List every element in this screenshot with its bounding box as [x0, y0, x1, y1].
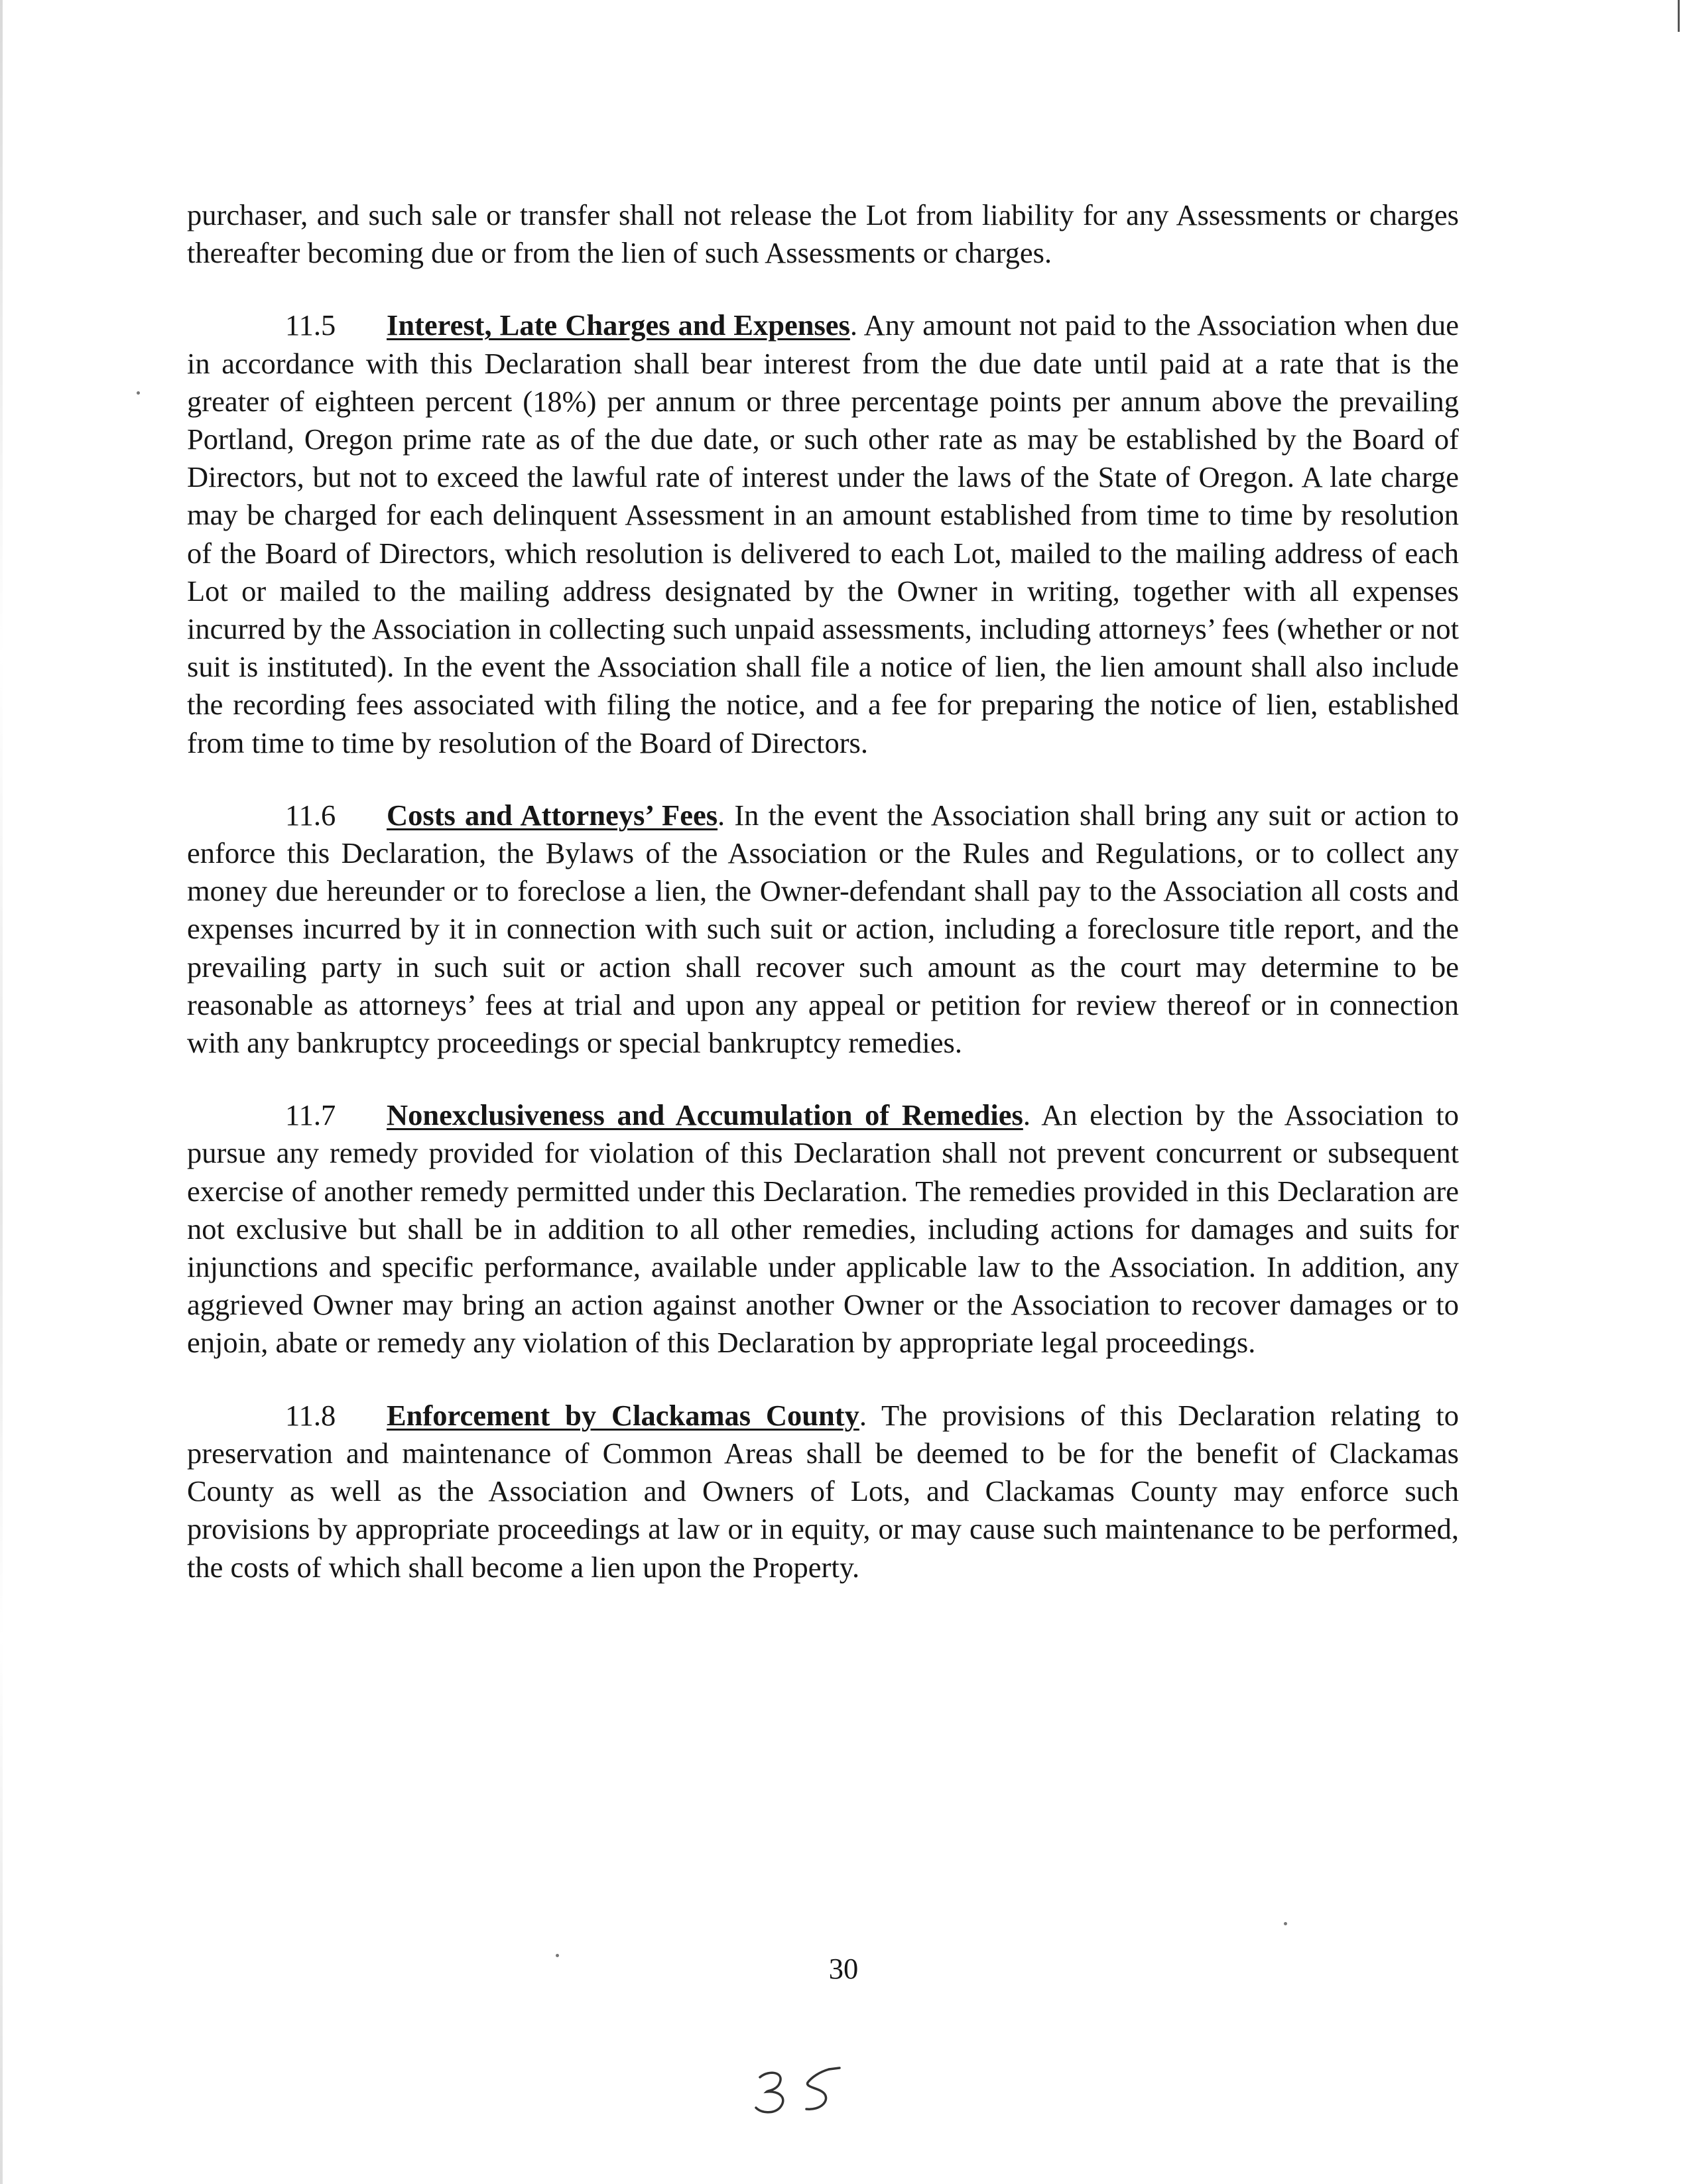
section-11-6: 11.6 Costs and Attorneys’ Fees. In the event the Association shall bring any suit or action to enforce this Declaration, the Bylaws of the Association or the Rules and Regulations, or to collect any money due hereunder or to foreclose a lien, the Owner-defendant shall pay to the Association all costs and expenses incurred by it in connection with such suit or action, including a foreclosure title report, and the prevailing party in such suit or action shall recover such amount as the court may determine to be reasonable as attorneys’ fees at trial and upon any appeal or petition for review thereof or in connection with any bankruptcy proceedings or special bankruptcy remedies. [187, 797, 1459, 1062]
section-11-7: 11.7 Nonexclusiveness and Accumulation of Remedies. An election by the Association to pursue any remedy provided for violation of this Declaration shall not prevent concurrent or subsequent exercise of another remedy permitted under this Declaration. The remedies provided in this Declaration are not exclusive but shall be in addition to all other remedies, including actions for damages and suits for injunctions and specific performance, available under applicable law to the Association. In addition, any aggrieved Owner may bring an action against another Owner or the Association to recover damages or to enjoin, abate or remedy any violation of this Declaration by appropriate legal proceedings. [187, 1096, 1459, 1362]
section-heading: Interest, Late Charges and Expenses [387, 308, 850, 342]
section-number: 11.6 [285, 798, 336, 832]
section-number: 11.5 [285, 308, 336, 342]
section-heading: Costs and Attorneys’ Fees [387, 798, 718, 832]
section-text: An election by the Association to pursue any remedy provided for violation of this Declaration shall not prevent concurrent or subsequent exercise of another remedy permitted under this Declaration. The remedies provided in this Declaration are not exclusive but shall be in addition to all other remedies, including actions for damages and suits for injunctions and specific performance, available under applicable law to the Association. In addition, any aggrieved Owner may bring an action against another Owner or the Association to recover damages or to enjoin, abate or remedy any violation of this Declaration by appropriate legal proceedings. [187, 1098, 1459, 1360]
intro-paragraph: purchaser, and such sale or transfer shall not release the Lot from liability for any Assessments or charges thereafter becoming due or from the lien of such Assessments or charges. [187, 198, 1459, 270]
page-number: 30 [828, 1952, 859, 1985]
section-number: 11.7 [285, 1098, 336, 1132]
section-text: The provisions of this Declaration relating to preservation and maintenance of Common Areas shall be deemed to be for the benefit of Clackamas County as well as the Association and Owners of Lots, and Clackamas County may enforce such provisions by appropriate proceedings at law or in equity, or may cause such maintenance to be performed, the costs of which shall become a lien upon the Property. [187, 1398, 1459, 1584]
section-11-5: 11.5 Interest, Late Charges and Expenses. Any amount not paid to the Association when due in accordance with this Declaration shall bear interest from the due date until paid at a rate that is the greater of eighteen percent (18%) per annum or three percentage points per annum above the prevailing Portland, Oregon prime rate as of the due date, or such other rate as may be established by the Board of Directors, but not to exceed the lawful rate of interest under the laws of the State of Oregon. A late charge may be charged for each delinquent Assessment in an amount established from time to time by resolution of the Board of Directors, which resolution is delivered to each Lot, mailed to the mailing address of each Lot or mailed to the mailing address designated by the Owner in writing, together with all expenses incurred by the Association in collecting such unpaid assessments, including attorneys’ fees (whether or not suit is instituted). In the event the Association shall file a notice of lien, the lien amount shall also include the recording fees associated with filing the notice, and a fee for preparing the notice of lien, established from time to time by resolution of the Board of Directors. [187, 306, 1459, 761]
section-text: In the event the Association shall bring any suit or action to enforce this Declaration, the Bylaws of the Association or the Rules and Regulations, or to collect any money due hereunder or to foreclose a lien, the Owner-defendant shall pay to the Association all costs and expenses incurred by it in connection with such suit or action, including a foreclosure title report, and the prevailing party in such suit or action shall recover such amount as the court may determine to be reasonable as attorneys’ fees at trial and upon any appeal or petition for review thereof or in connection with any bankruptcy proceedings or special bankruptcy remedies. [187, 798, 1460, 1060]
section-text: Any amount not paid to the Association when due in accordance with this Declaration shall bear interest from the due date until paid at a rate that is the greater of eighteen percent (18%) per annum or three percentage points per annum above the prevailing Portland, Oregon prime rate as of the due date, or such other rate as may be established by the Board of Directors, but not to exceed the lawful rate of interest under the laws of the State of Oregon. A late charge may be charged for each delinquent Assessment in an amount established from time to time by resolution of the Board of Directors, which resolution is delivered to each Lot, mailed to the mailing address of each Lot or mailed to the mailing address designated by the Owner in writing, together with all expenses incurred by the Association in collecting such unpaid assessments, including attorneys’ fees (whether or not suit is instituted). In the event the Association shall file a notice of lien, the lien amount shall also include the recording fees associated with filing the notice, and a fee for preparing the notice of lien, established from time to time by resolution of the Board of Directors. [187, 308, 1459, 759]
scan-speck [556, 1954, 559, 1957]
section-heading: Enforcement by Clackamas County [387, 1398, 859, 1432]
scan-speck [137, 391, 140, 395]
section-11-8: 11.8 Enforcement by Clackamas County. The provisions of this Declaration relating to preservation and maintenance of Common Areas shall be deemed to be for the benefit of Clackamas County as well as the Association and Owners of Lots, and Clackamas County may enforce such provisions by appropriate proceedings at law or in equity, or may cause such maintenance to be performed, the costs of which shall become a lien upon the Property. [187, 1397, 1459, 1586]
scan-mark [1678, 0, 1680, 32]
handwritten-page-mark [748, 2057, 881, 2124]
scan-edge [0, 0, 3, 2184]
document-body [187, 196, 1459, 1621]
section-heading: Nonexclusiveness and Accumulation of Remedies [387, 1098, 1023, 1132]
section-number: 11.8 [285, 1398, 336, 1432]
scan-speck [1284, 1922, 1287, 1925]
